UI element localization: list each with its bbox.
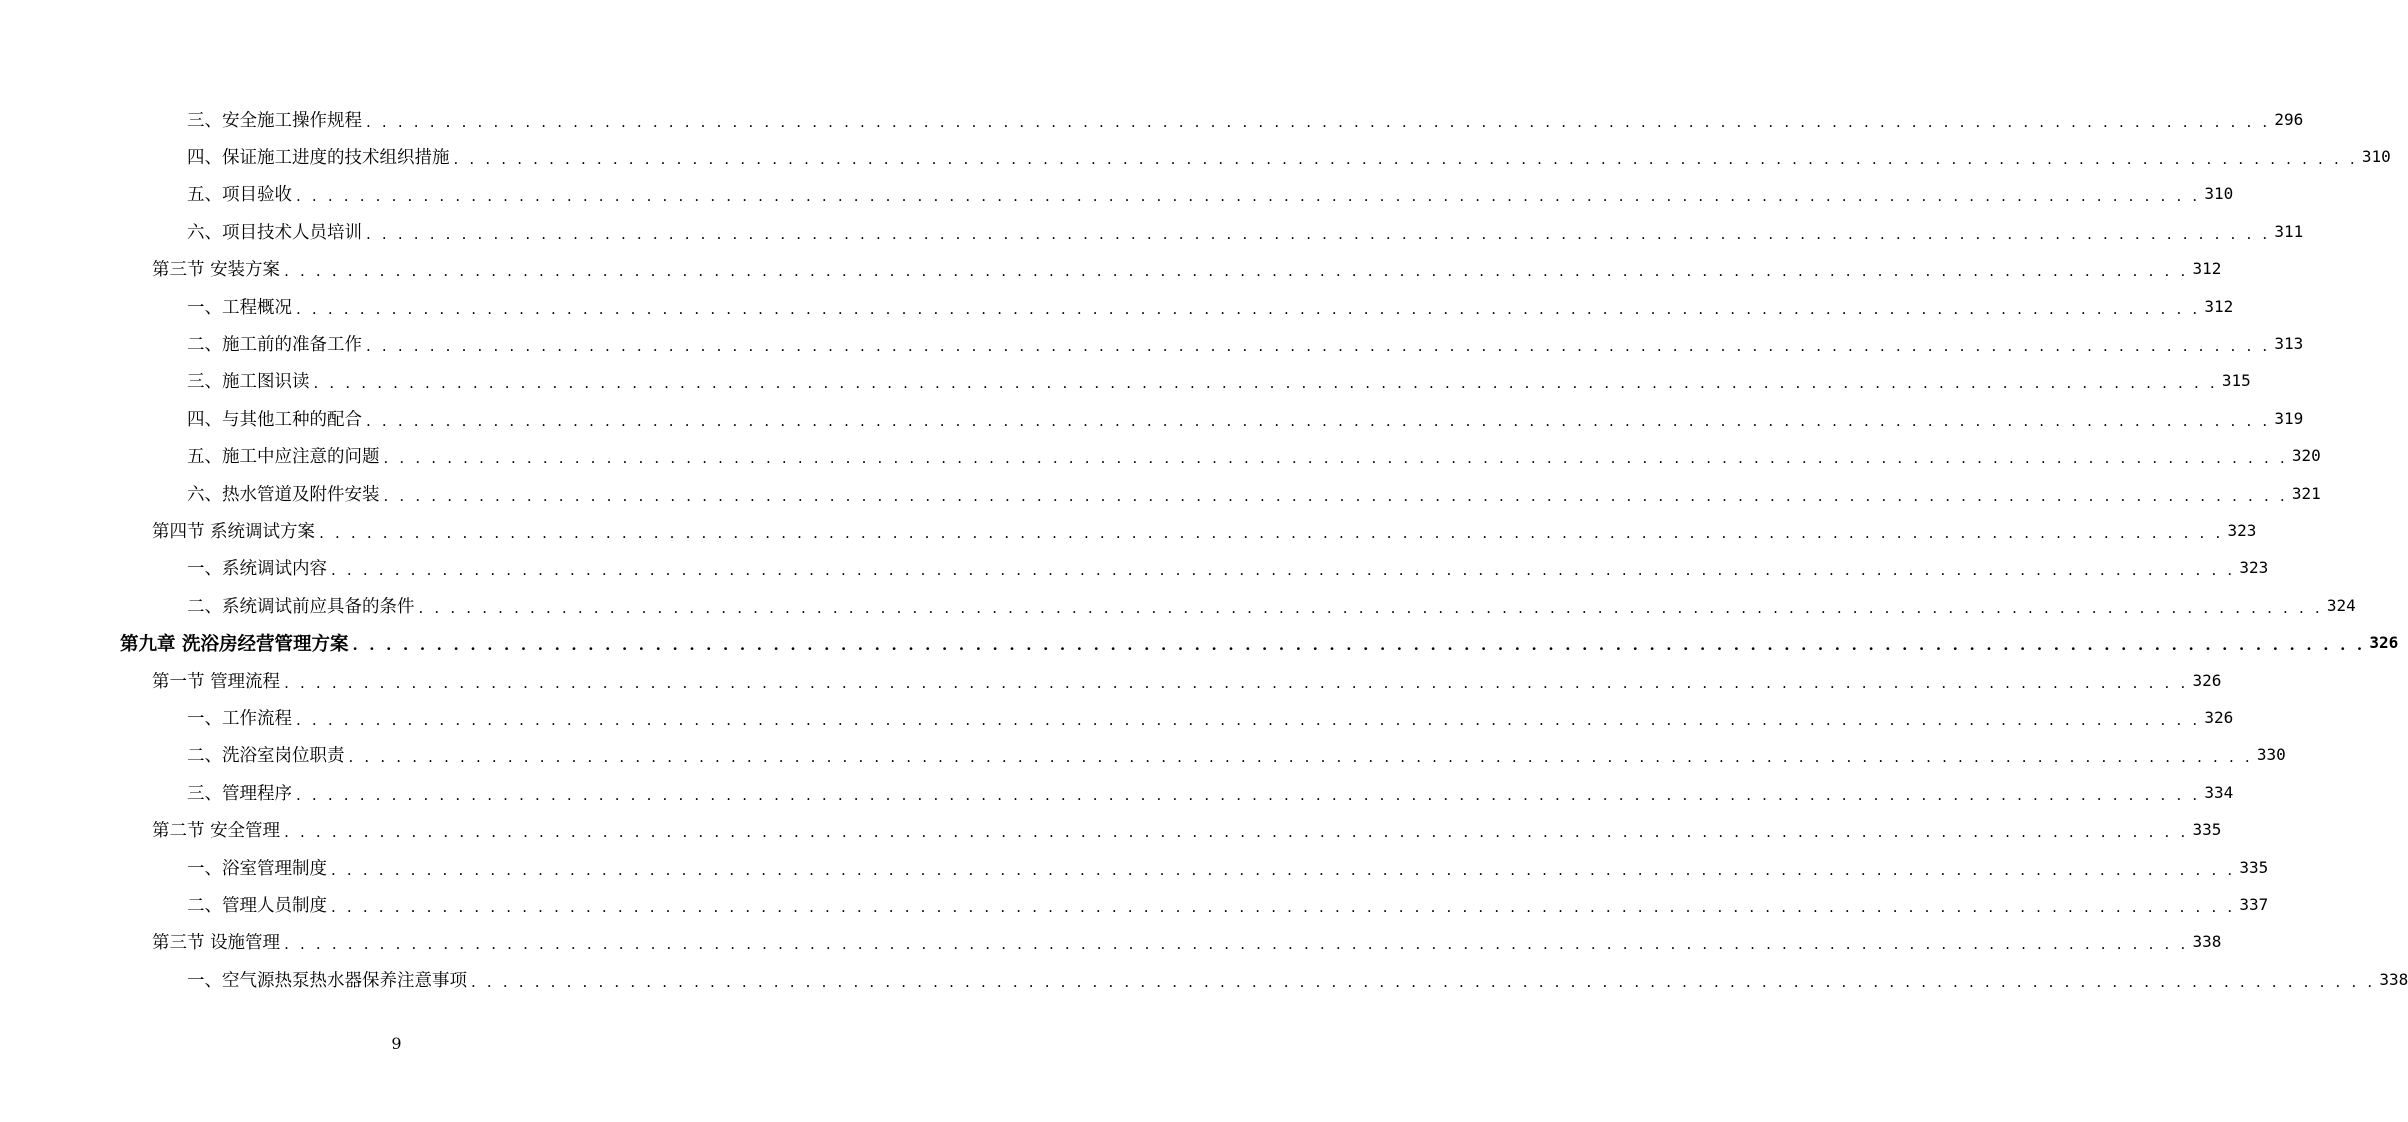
toc-subsection-entry[interactable] — [187, 703, 2234, 731]
toc-section-entry[interactable] — [152, 816, 2222, 844]
toc-dot-leader: . . . . . . . . . . . . . . . . . . . . . . . . . . . . . . . . . . . . . . . . . . . . . . . . . . . . . . . . . . . . . . . . . . . . . . . . . . . . . . . . . . . . . . . . . . . . . . . . . . . . . . . . . . . . . . . . . . . . . . . . — [296, 187, 2201, 206]
toc-entry-title: 第九章 洗浴房经营管理方案 — [120, 633, 349, 655]
toc-entry-title: 一、空气源热泵热水器保养注意事项 — [187, 970, 467, 991]
toc-entry-title: 五、施工中应注意的问题 — [187, 447, 380, 468]
toc-entry-page: 320 — [2291, 446, 2321, 466]
toc-dot-leader: . . . . . . . . . . . . . . . . . . . . . . . . . . . . . . . . . . . . . . . . . . . . . . . . . . . . . . . . . . . . . . . . . . . . . . . . . . . . . . . . . . . . . . . . . . . . . . . . . . . . . . . . . . . . . . . . . . . . . . . . — [331, 860, 2236, 879]
toc-dot-leader: . . . . . . . . . . . . . . . . . . . . . . . . . . . . . . . . . . . . . . . . . . . . . . . . . . . . . . . . . . . . . . . . . . . . . . . . . . . . . . . . . . . . . . . . . . . . . . . . . . . . . . . . . . . . . . . . . . . . . . . . — [453, 149, 2358, 168]
toc-dot-leader: . . . . . . . . . . . . . . . . . . . . . . . . . . . . . . . . . . . . . . . . . . . . . . . . . . . . . . . . . . . . . . . . . . . . . . . . . . . . . . . . . . . . . . . . . . . . . . . . . . . . . . . . . . . . . . . . . . . . . . . . — [383, 449, 2288, 468]
toc-dot-leader: . . . . . . . . . . . . . . . . . . . . . . . . . . . . . . . . . . . . . . . . . . . . . . . . . . . . . . . . . . . . . . . . . . . . . . . . . . . . . . . . . . . . . . . . . . . . . . . . . . . . . . . . . . . . . . . . . . . . . . . . — [366, 336, 2271, 355]
toc-entry-title: 第三节 安装方案 — [152, 260, 281, 281]
toc-entry-title: 第二节 安全管理 — [152, 821, 281, 842]
toc-entry-page: 311 — [2274, 221, 2304, 241]
toc-dot-leader: . . . . . . . . . . . . . . . . . . . . . . . . . . . . . . . . . . . . . . . . . . . . . . . . . . . . . . . . . . . . . . . . . . . . . . . . . . . . . . . . . . . . . . . . . . . . . . . . . . . . . . . . . . . . . . . . . . . . . . . . — [366, 411, 2271, 430]
toc-entry-page: 310 — [2204, 184, 2234, 204]
toc-dot-leader: . . . . . . . . . . . . . . . . . . . . . . . . . . . . . . . . . . . . . . . . . . . . . . . . . . . . . . . . . . . . . . . . . . . . . . . . . . . . . . . . . . . . . . . . . . . . . . . . . . . . . . . . . . . . . . . . . . . . . . . . — [296, 710, 2201, 729]
toc-subsection-entry[interactable] — [187, 554, 2269, 582]
toc-entry-title: 六、项目技术人员培训 — [187, 222, 362, 243]
toc-entry-title: 第三节 设施管理 — [152, 933, 281, 954]
toc-entry-page: 315 — [2221, 371, 2251, 391]
toc-entry-title: 三、管理程序 — [187, 783, 292, 804]
toc-entry-title: 四、与其他工种的配合 — [187, 409, 362, 430]
toc-entry-page: 335 — [2192, 820, 2222, 840]
toc-dot-leader: . . . . . . . . . . . . . . . . . . . . . . . . . . . . . . . . . . . . . . . . . . . . . . . . . . . . . . . . . . . . . . . . . . . . . . . . . . . . . . . . . . . . . . . . . . . . . . . . . . . . . . . . . . . . . . . . . . . . . . . . — [418, 598, 2323, 617]
toc-entry-page: 326 — [2204, 707, 2234, 727]
toc-entry-title: 二、系统调试前应具备的条件 — [187, 596, 415, 617]
toc-entry-page: 296 — [2274, 109, 2304, 129]
toc-entry-title: 三、施工图识读 — [187, 372, 310, 393]
toc-entry-page: 321 — [2291, 483, 2321, 503]
toc-section-entry[interactable] — [152, 255, 2222, 283]
toc-subsection-entry[interactable] — [187, 329, 2304, 357]
toc-dot-leader: . . . . . . . . . . . . . . . . . . . . . . . . . . . . . . . . . . . . . . . . . . . . . . . . . . . . . . . . . . . . . . . . . . . . . . . . . . . . . . . . . . . . . . . . . . . . . . . . . . . . . . . . . . . . . . . . . . . . . . . . — [284, 935, 2189, 954]
toc-entry-title: 六、热水管道及附件安装 — [187, 484, 380, 505]
toc-subsection-entry[interactable] — [187, 292, 2234, 320]
toc-entry-page: 319 — [2274, 408, 2304, 428]
toc-dot-leader: . . . . . . . . . . . . . . . . . . . . . . . . . . . . . . . . . . . . . . . . . . . . . . . . . . . . . . . . . . . . . . . . . . . . . . . . . . . . . . . . . . . . . . . . . . . . . . . . . . . . . . . . . . . . . . . . . . . . . . . . — [366, 112, 2271, 131]
toc-entry-title: 一、工程概况 — [187, 297, 292, 318]
toc-dot-leader: . . . . . . . . . . . . . . . . . . . . . . . . . . . . . . . . . . . . . . . . . . . . . . . . . . . . . . . . . . . . . . . . . . . . . . . . . . . . . . . . . . . . . . . . . . . . . . . . . . . . . . . . . . . . . . . . . . . . . . . . — [331, 897, 2236, 916]
toc-dot-leader: . . . . . . . . . . . . . . . . . . . . . . . . . . . . . . . . . . . . . . . . . . . . . . . . . . . . . . . . . . . . . . . . . . . . . . . . . . . . . . . . . . . . . . . . . . . . . . . . . . . . . . . . . . . . . . . . . . . . . . . . — [284, 823, 2189, 842]
toc-dot-leader: . . . . . . . . . . . . . . . . . . . . . . . . . . . . . . . . . . . . . . . . . . . . . . . . . . . . . . . . . . . . . . . . . . . . . . . . . . . . . . . . . . . . . . . . . . . . . . . . . . . . . . . . . . . . . . . . . . . . . . . . — [319, 523, 2224, 542]
toc-entry-page: 312 — [2204, 296, 2234, 316]
toc-entry-page: 338 — [2192, 932, 2222, 952]
toc-subsection-entry[interactable] — [187, 890, 2269, 918]
toc-entry-page: 335 — [2239, 857, 2269, 877]
toc-entry-title: 二、管理人员制度 — [187, 895, 327, 916]
toc-chapter-entry[interactable] — [120, 629, 2399, 657]
toc-section-entry[interactable] — [152, 666, 2222, 694]
toc-subsection-entry[interactable] — [187, 741, 2286, 769]
toc-entry-title: 第四节 系统调试方案 — [152, 521, 316, 542]
toc-entry-page: 326 — [2192, 670, 2222, 690]
toc-entry-page: 323 — [2239, 558, 2269, 578]
toc-entry-page: 310 — [2361, 146, 2391, 166]
toc-subsection-entry[interactable] — [187, 442, 2321, 470]
toc-entry-page: 323 — [2227, 520, 2257, 540]
toc-entry-title: 一、系统调试内容 — [187, 559, 327, 580]
toc-dot-leader: . . . . . . . . . . . . . . . . . . . . . . . . . . . . . . . . . . . . . . . . . . . . . . . . . . . . . . . . . . . . . . . . . . . . . . . . . . . . . . . . . . . . . . . . . . . . . . . . . . . . . . . . . . . . . . . . . . . . . . . . — [352, 636, 2366, 655]
toc-dot-leader: . . . . . . . . . . . . . . . . . . . . . . . . . . . . . . . . . . . . . . . . . . . . . . . . . . . . . . . . . . . . . . . . . . . . . . . . . . . . . . . . . . . . . . . . . . . . . . . . . . . . . . . . . . . . . . . . . . . . . . . . — [383, 486, 2288, 505]
toc-dot-leader: . . . . . . . . . . . . . . . . . . . . . . . . . . . . . . . . . . . . . . . . . . . . . . . . . . . . . . . . . . . . . . . . . . . . . . . . . . . . . . . . . . . . . . . . . . . . . . . . . . . . . . . . . . . . . . . . . . . . . . . . — [296, 785, 2201, 804]
toc-subsection-entry[interactable] — [187, 853, 2269, 881]
toc-entry-page: 324 — [2326, 595, 2356, 615]
toc-entry-page: 334 — [2204, 782, 2234, 802]
toc-dot-leader: . . . . . . . . . . . . . . . . . . . . . . . . . . . . . . . . . . . . . . . . . . . . . . . . . . . . . . . . . . . . . . . . . . . . . . . . . . . . . . . . . . . . . . . . . . . . . . . . . . . . . . . . . . . . . . . . . . . . . . . . — [331, 561, 2236, 580]
toc-subsection-entry[interactable] — [187, 180, 2234, 208]
toc-entry-title: 二、洗浴室岗位职责 — [187, 746, 345, 767]
page-number: 9 — [391, 1034, 402, 1053]
toc-dot-leader: . . . . . . . . . . . . . . . . . . . . . . . . . . . . . . . . . . . . . . . . . . . . . . . . . . . . . . . . . . . . . . . . . . . . . . . . . . . . . . . . . . . . . . . . . . . . . . . . . . . . . . . . . . . . . . . . . . . . . . . . — [348, 748, 2253, 767]
toc-dot-leader: . . . . . . . . . . . . . . . . . . . . . . . . . . . . . . . . . . . . . . . . . . . . . . . . . . . . . . . . . . . . . . . . . . . . . . . . . . . . . . . . . . . . . . . . . . . . . . . . . . . . . . . . . . . . . . . . . . . . . . . . — [296, 299, 2201, 318]
toc-dot-leader: . . . . . . . . . . . . . . . . . . . . . . . . . . . . . . . . . . . . . . . . . . . . . . . . . . . . . . . . . . . . . . . . . . . . . . . . . . . . . . . . . . . . . . . . . . . . . . . . . . . . . . . . . . . . . . . . . . . . . . . . — [284, 262, 2189, 281]
toc-subsection-entry[interactable] — [187, 479, 2321, 507]
toc-entry-page: 330 — [2256, 745, 2286, 765]
toc-entry-title: 二、施工前的准备工作 — [187, 334, 362, 355]
toc-entry-page: 338 — [2379, 969, 2408, 989]
toc-entry-title: 四、保证施工进度的技术组织措施 — [187, 147, 450, 168]
toc-section-entry[interactable] — [152, 928, 2222, 956]
toc-dot-leader: . . . . . . . . . . . . . . . . . . . . . . . . . . . . . . . . . . . . . . . . . . . . . . . . . . . . . . . . . . . . . . . . . . . . . . . . . . . . . . . . . . . . . . . . . . . . . . . . . . . . . . . . . . . . . . . . . . . . . . . . — [284, 673, 2189, 692]
toc-dot-leader: . . . . . . . . . . . . . . . . . . . . . . . . . . . . . . . . . . . . . . . . . . . . . . . . . . . . . . . . . . . . . . . . . . . . . . . . . . . . . . . . . . . . . . . . . . . . . . . . . . . . . . . . . . . . . . . . . . . . . . . . — [366, 224, 2271, 243]
toc-entry-page: 313 — [2274, 333, 2304, 353]
toc-section-entry[interactable] — [152, 516, 2257, 544]
toc-subsection-entry[interactable] — [187, 105, 2304, 133]
toc-dot-leader: . . . . . . . . . . . . . . . . . . . . . . . . . . . . . . . . . . . . . . . . . . . . . . . . . . . . . . . . . . . . . . . . . . . . . . . . . . . . . . . . . . . . . . . . . . . . . . . . . . . . . . . . . . . . . . . . . . . . . . . . — [471, 972, 2376, 991]
toc-subsection-entry[interactable] — [187, 965, 2408, 993]
toc-subsection-entry[interactable] — [187, 778, 2234, 806]
toc-subsection-entry[interactable] — [187, 367, 2251, 395]
toc-entry-page: 326 — [2369, 633, 2399, 653]
toc-entry-page: 312 — [2192, 259, 2222, 279]
toc-dot-leader: . . . . . . . . . . . . . . . . . . . . . . . . . . . . . . . . . . . . . . . . . . . . . . . . . . . . . . . . . . . . . . . . . . . . . . . . . . . . . . . . . . . . . . . . . . . . . . . . . . . . . . . . . . . . . . . . . . . . . . . . — [313, 374, 2218, 393]
toc-subsection-entry[interactable] — [187, 217, 2304, 245]
toc-entry-page: 337 — [2239, 894, 2269, 914]
toc-subsection-entry[interactable] — [187, 404, 2304, 432]
toc-entry-title: 一、工作流程 — [187, 708, 292, 729]
toc-entry-title: 第一节 管理流程 — [152, 671, 281, 692]
toc-entry-title: 一、浴室管理制度 — [187, 858, 327, 879]
toc-entry-title: 三、安全施工操作规程 — [187, 110, 362, 131]
toc-subsection-entry[interactable] — [187, 142, 2391, 170]
toc-subsection-entry[interactable] — [187, 591, 2356, 619]
toc-entry-title: 五、项目验收 — [187, 185, 292, 206]
